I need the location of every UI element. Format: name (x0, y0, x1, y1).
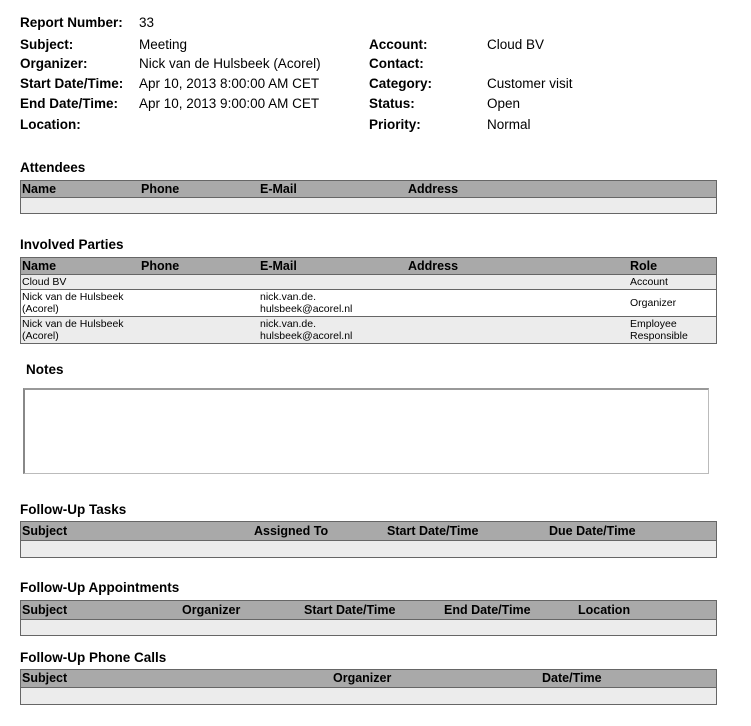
notes-box (23, 388, 709, 474)
party-name-cont: (Acorel) (22, 303, 59, 315)
organizer-label: Organizer: (20, 56, 88, 71)
tasks-empty-row (20, 541, 717, 558)
party-name: Nick van de Hulsbeek (22, 291, 124, 303)
party-name: Nick van de Hulsbeek (22, 318, 124, 330)
end-datetime-label: End Date/Time: (20, 96, 119, 111)
involved-parties-title: Involved Parties (20, 237, 124, 252)
attendees-col-email: E-Mail (260, 182, 297, 196)
party-name: Cloud BV (22, 276, 67, 288)
party-email-cont: hulsbeek@acorel.nl (260, 330, 353, 342)
party-email: nick.van.de. (260, 318, 317, 330)
tasks-col-due: Due Date/Time (549, 524, 636, 538)
table-row (20, 317, 717, 344)
involved-col-phone: Phone (141, 259, 180, 273)
involved-parties-header (20, 257, 717, 275)
status-label: Status: (369, 96, 415, 111)
end-datetime-value: Apr 10, 2013 9:00:00 AM CET (139, 96, 320, 111)
appointments-empty-row (20, 620, 717, 636)
attendees-title: Attendees (20, 160, 86, 175)
start-datetime-value: Apr 10, 2013 8:00:00 AM CET (139, 76, 320, 91)
follow-up-phone-calls-title: Follow-Up Phone Calls (20, 650, 167, 665)
report-number-value: 33 (139, 15, 155, 30)
party-email-cont: hulsbeek@acorel.nl (260, 303, 353, 315)
attendees-col-phone: Phone (141, 182, 180, 196)
start-datetime-label: Start Date/Time: (20, 76, 124, 91)
follow-up-tasks-title: Follow-Up Tasks (20, 502, 127, 517)
party-role-cont: Responsible (630, 330, 688, 342)
appointments-col-location: Location (578, 603, 631, 617)
subject-value: Meeting (139, 37, 188, 52)
appointments-col-organizer: Organizer (182, 603, 241, 617)
appointments-header (20, 600, 717, 620)
tasks-header (20, 521, 717, 541)
category-value: Customer visit (487, 76, 573, 91)
appointments-col-start: Start Date/Time (304, 603, 396, 617)
involved-col-name: Name (22, 259, 57, 273)
calls-header (20, 669, 717, 688)
account-label: Account: (369, 37, 428, 52)
category-label: Category: (369, 76, 433, 91)
calls-empty-row (20, 688, 717, 705)
table-row (20, 290, 717, 317)
party-name-cont: (Acorel) (22, 330, 59, 342)
party-role: Organizer (630, 297, 677, 309)
appointments-col-end: End Date/Time (444, 603, 531, 617)
appointments-col-subject: Subject (22, 603, 68, 617)
status-value: Open (487, 96, 521, 111)
tasks-col-subject: Subject (22, 524, 68, 538)
involved-col-address: Address (408, 259, 459, 273)
table-row (20, 275, 717, 290)
priority-label: Priority: (369, 117, 421, 132)
attendees-header (20, 180, 717, 198)
contact-label: Contact: (369, 56, 424, 71)
report-number-label: Report Number: (20, 15, 123, 30)
party-role: Account (630, 276, 668, 288)
calls-col-datetime: Date/Time (542, 671, 602, 685)
organizer-value: Nick van de Hulsbeek (Acorel) (139, 56, 321, 71)
involved-col-role: Role (630, 259, 658, 273)
tasks-col-start: Start Date/Time (387, 524, 479, 538)
party-email: nick.van.de. (260, 291, 317, 303)
notes-title: Notes (26, 362, 64, 377)
subject-label: Subject: (20, 37, 74, 52)
attendees-col-address: Address (408, 182, 459, 196)
party-role: Employee (630, 318, 677, 330)
tasks-col-assigned: Assigned To (254, 524, 329, 538)
priority-value: Normal (487, 117, 531, 132)
follow-up-appointments-title: Follow-Up Appointments (20, 580, 180, 595)
involved-col-email: E-Mail (260, 259, 297, 273)
attendees-col-name: Name (22, 182, 57, 196)
attendees-empty-row (20, 198, 717, 214)
calls-col-organizer: Organizer (333, 671, 392, 685)
account-value: Cloud BV (487, 37, 545, 52)
location-label: Location: (20, 117, 81, 132)
calls-col-subject: Subject (22, 671, 68, 685)
